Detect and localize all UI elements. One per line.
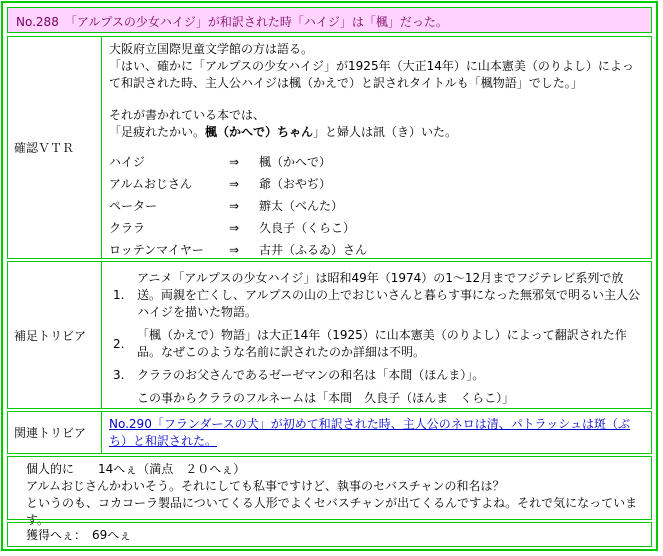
arrow-icon: ⇒ [229, 242, 240, 257]
supp-label: 補足トリビア [8, 262, 102, 408]
name-mapping-row: アルムおじさん ⇒ 爺（おやぢ） [109, 176, 332, 191]
comment-line: 個人的に 14へぇ（満点 ２０へぇ） [26, 462, 246, 476]
supp-after: この事からクララのフルネームは「本間 久良子（ほんま くらこ）」 [137, 391, 515, 405]
related-trivia-link[interactable]: No.290「フランダースの犬」が初めて和訳された時、主人公のネロは清、パトラッシュは斑（ぶち）と和訳された。 [109, 417, 631, 448]
name-mapping-list [109, 151, 645, 261]
total-hee: 獲得へぇ： 69へぇ [26, 528, 132, 542]
trivia-title-text: No.288 「アルプスの少女ハイジ」が和訳された時「ハイジ」は「楓」だった。 [16, 15, 448, 29]
vtr-line: それが書かれている本では、 [109, 108, 266, 122]
supp-item: 3. クララのお父さんであるゼーゼマンの和名は「本間（ほんま）」。 [113, 368, 485, 382]
related-content [103, 412, 651, 453]
comment-section [7, 456, 652, 527]
vtr-line: 大阪府立国際児童文学館の方は語る。 [109, 42, 314, 56]
supp-item: 2. 「楓（かえで）物語」は大正14年（1925）に山本憲美（のりよし）によって翻訳された作品。なぜこのような名前に訳されたのか詳細は不明。 [113, 328, 627, 359]
name-mapping-row: ペーター ⇒ 辧太（べんた） [109, 198, 344, 213]
supp-section [7, 261, 652, 409]
vtr-content [103, 37, 651, 258]
arrow-icon: ⇒ [229, 220, 240, 235]
name-mapping-row: ロッテンマイヤー ⇒ 古井（ふるゐ）さん [109, 242, 368, 257]
trivia-card [1, 1, 658, 551]
related-label: 関連トリビア [8, 412, 102, 453]
vtr-quote-bold: 楓（かへで）ちゃん [205, 125, 314, 139]
trivia-title [7, 7, 652, 33]
vtr-quote: 「足疲れたかい。楓（かへで）ちゃん」と婦人は訊（き）いた。 [109, 125, 458, 139]
supp-list [109, 270, 645, 384]
vtr-section [7, 36, 652, 259]
total-section [7, 522, 652, 547]
name-mapping-row: ハイジ ⇒ 楓（かへで） [109, 154, 332, 169]
vtr-label: 確認ＶＴＲ [8, 37, 102, 258]
supp-item: 1. アニメ「アルプスの少女ハイジ」は昭和49年（1974）の1〜12月までフジテレビ系列で放送。両親を亡くし、アルプスの山の上でおじいさんと暮らす事になった無邪気で明るい主人公ハイジを描いた物語。 [113, 271, 641, 319]
arrow-icon: ⇒ [229, 176, 240, 191]
name-mapping-row: クララ ⇒ 久良子（くらこ） [109, 220, 356, 235]
supp-content [103, 262, 651, 408]
comment-line: というのも、コカコーラ製品についてくる人形でよくセバスチャンが出てくるんですよね。それで気になっています。 [26, 496, 638, 527]
arrow-icon: ⇒ [229, 198, 240, 213]
comment-line: アルムおじさんかわいそう。それにしても私事ですけど、執事のセバスチャンの和名は？ [26, 479, 505, 493]
vtr-line: て和訳された時、主人公ハイジは楓（かえで）と訳されタイトルも「楓物語」でした。」 [109, 76, 583, 90]
related-section [7, 411, 652, 454]
arrow-icon: ⇒ [229, 154, 240, 169]
vtr-line: 「はい、確かに「アルプスの少女ハイジ」が1925年（大正14年）に山本憲美（のりよし）によっ [109, 59, 634, 73]
